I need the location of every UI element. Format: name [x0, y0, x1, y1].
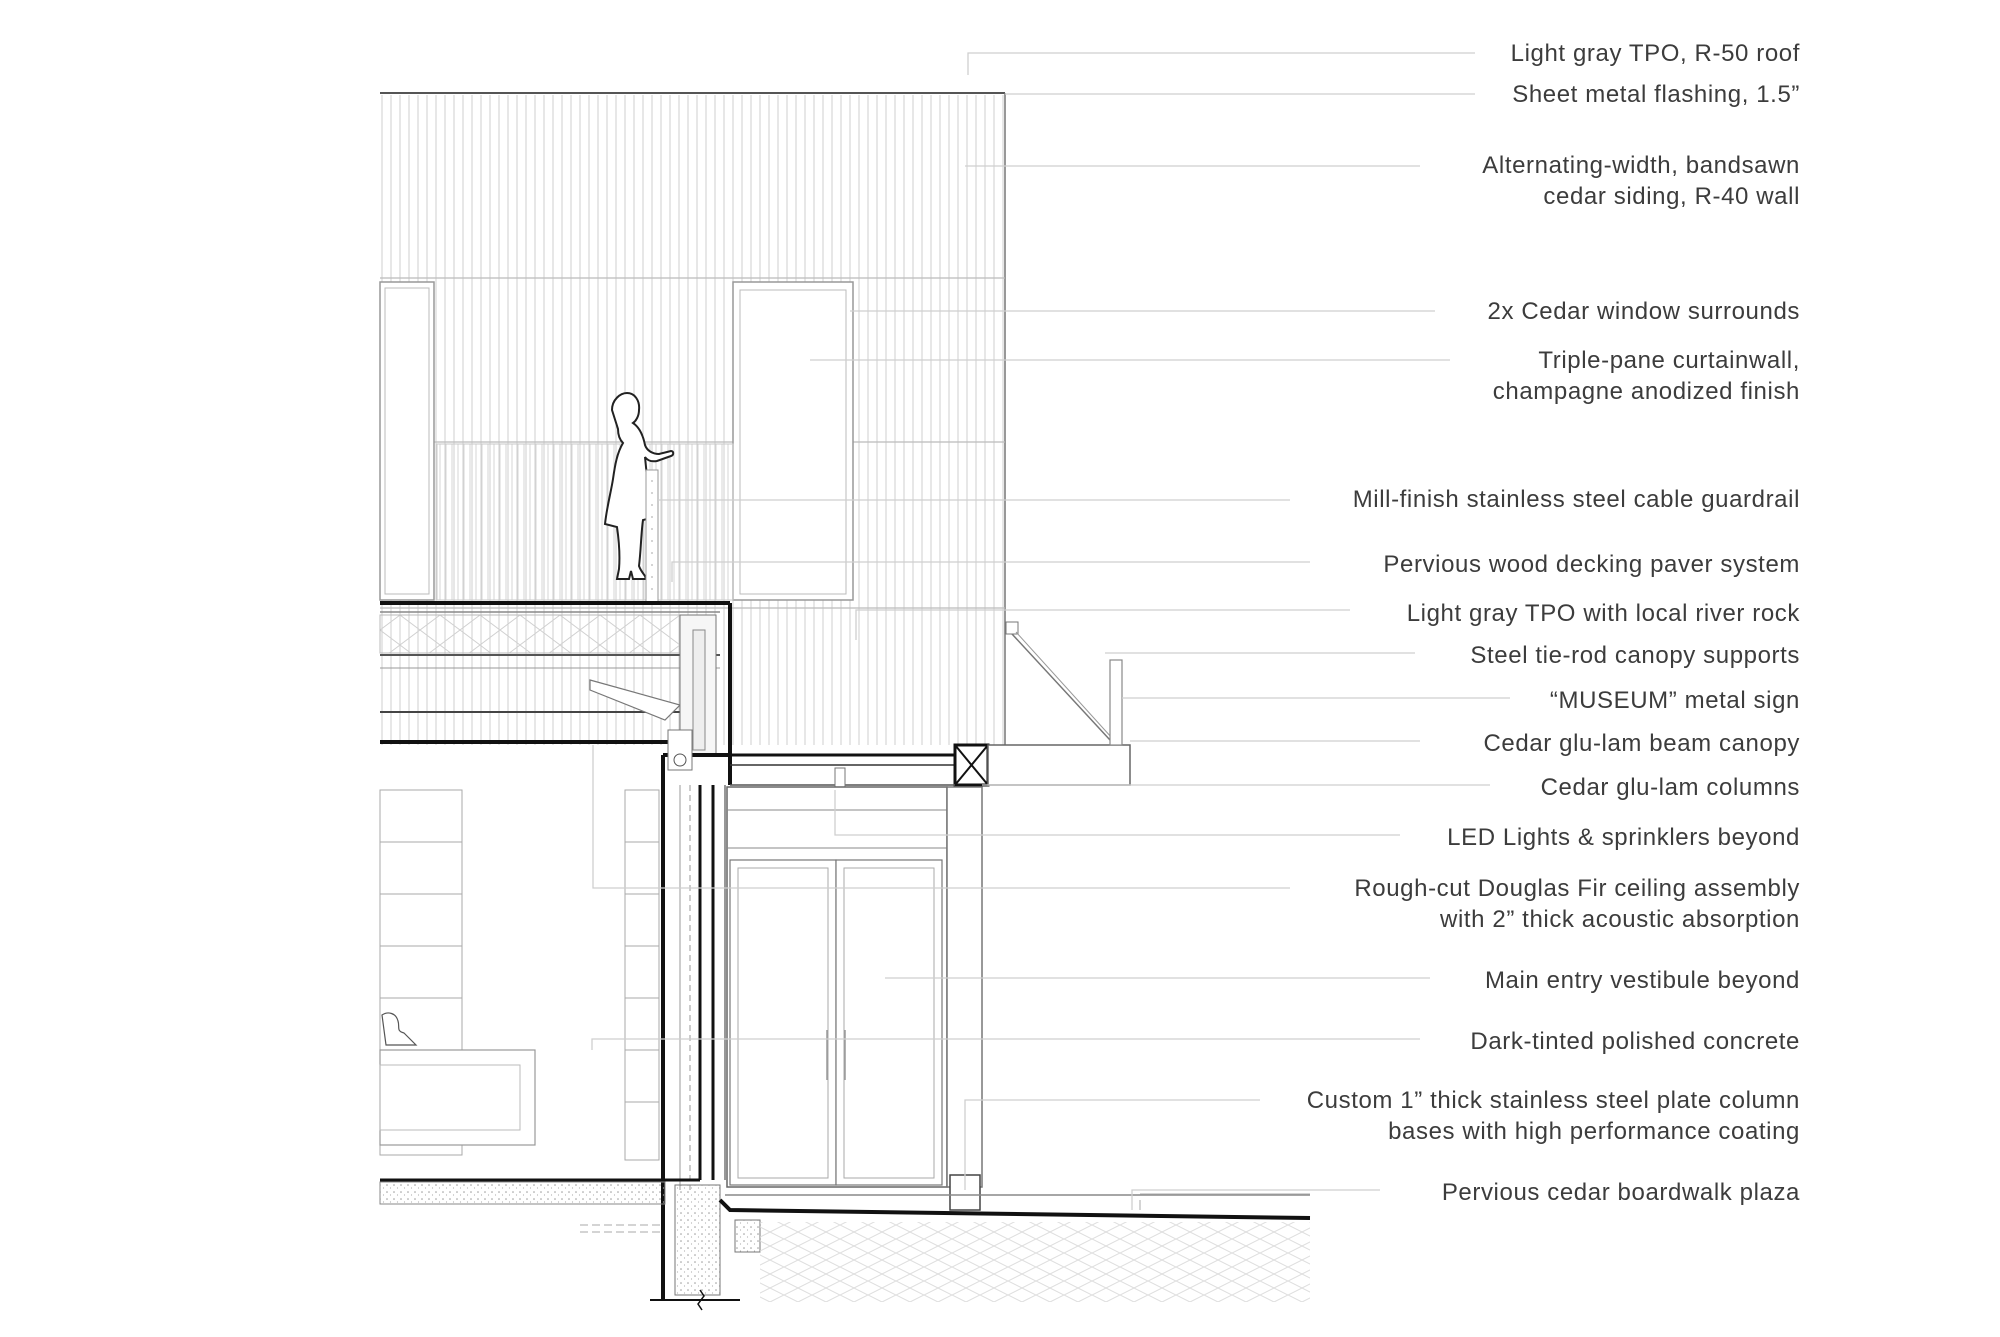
label-sign-text: “MUSEUM” metal sign [1549, 687, 1800, 714]
label-concrete-text: Dark-tinted polished concrete [1470, 1028, 1800, 1055]
label-decking [1383, 549, 1800, 580]
label-column-bases-line2: bases with high performance coating [1388, 1118, 1800, 1145]
label-decking-text: Pervious wood decking paver system [1383, 551, 1800, 578]
label-led [1447, 822, 1800, 853]
leader-column-bases [965, 1100, 1260, 1190]
floor-and-ground [380, 1180, 1310, 1310]
leader-roof [968, 53, 1475, 75]
label-ceiling [1354, 873, 1800, 935]
label-siding [1482, 150, 1800, 212]
label-river-rock-text: Light gray TPO with local river rock [1406, 600, 1800, 627]
label-curtainwall-line1: Triple-pane curtainwall, [1538, 347, 1800, 374]
label-vestibule [1485, 965, 1800, 996]
label-roof-text: Light gray TPO, R-50 roof [1510, 40, 1800, 67]
label-vestibule-text: Main entry vestibule beyond [1484, 967, 1800, 994]
label-column-bases-line1: Custom 1” thick stainless steel plate column [1306, 1087, 1800, 1114]
label-sign [1550, 685, 1800, 716]
label-concrete [1470, 1026, 1800, 1057]
label-river-rock [1407, 598, 1800, 629]
label-flashing [1512, 79, 1800, 110]
label-column-bases [1307, 1085, 1800, 1147]
label-window-surrounds [1488, 296, 1800, 327]
tie-rod-and-sign [1006, 622, 1122, 745]
label-siding-line1: Alternating-width, bandsawn [1482, 152, 1800, 179]
leader-concrete [592, 1039, 1420, 1050]
label-curtainwall [1493, 345, 1800, 407]
label-flashing-text: Sheet metal flashing, 1.5” [1512, 81, 1800, 108]
leader-plaza [1132, 1190, 1380, 1210]
label-ceiling-line2: with 2” thick acoustic absorption [1440, 906, 1800, 933]
label-window-surrounds-text: 2x Cedar window surrounds [1487, 298, 1800, 325]
label-ceiling-line1: Rough-cut Douglas Fir ceiling assembly [1354, 875, 1800, 902]
label-roof [1511, 38, 1800, 69]
label-curtainwall-line2: champagne anodized finish [1492, 378, 1800, 405]
entry-vestibule [727, 787, 982, 1210]
label-beam-canopy [1484, 728, 1801, 759]
canopy-beam [730, 745, 1130, 790]
label-plaza-text: Pervious cedar boardwalk plaza [1441, 1179, 1800, 1206]
label-plaza [1442, 1177, 1800, 1208]
interior-shelving [380, 790, 659, 1160]
label-columns [1541, 772, 1800, 803]
label-guardrail [1353, 484, 1800, 515]
label-led-text: LED Lights & sprinklers beyond [1447, 824, 1800, 851]
label-siding-line2: cedar siding, R-40 wall [1543, 183, 1800, 210]
cable-guardrail [646, 470, 658, 602]
label-tie-rod-text: Steel tie-rod canopy supports [1470, 642, 1800, 669]
label-beam-canopy-text: Cedar glu-lam beam canopy [1483, 730, 1800, 757]
label-columns-text: Cedar glu-lam columns [1540, 774, 1800, 801]
label-guardrail-text: Mill-finish stainless steel cable guardrail [1352, 486, 1800, 513]
label-tie-rod [1470, 640, 1800, 671]
